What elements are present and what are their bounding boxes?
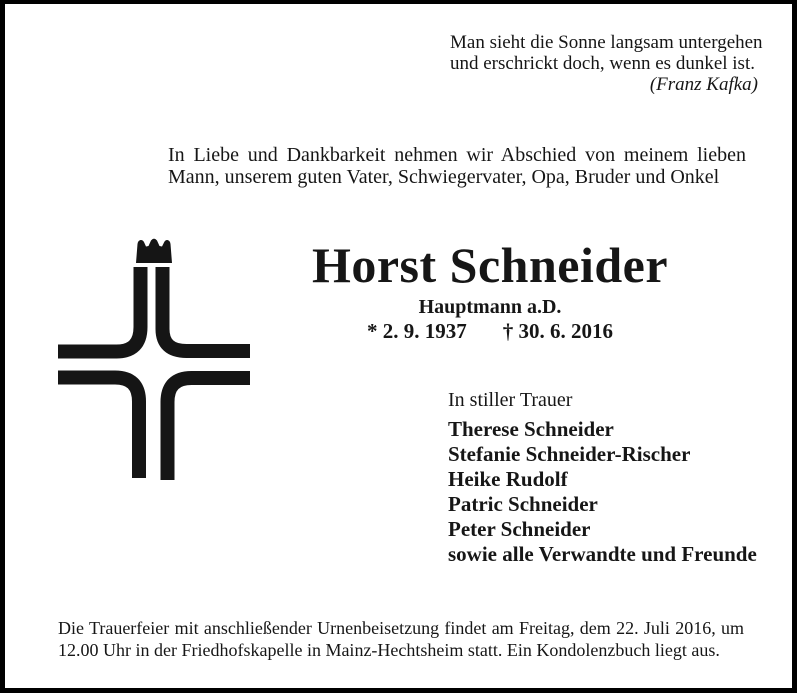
intro-line: Mann, unserem guten Vater, Schwiegervater, Opa, Bruder und Onkel [168,165,720,188]
quote-attribution: (Franz Kafka) [649,73,758,95]
crown-shape [136,239,172,263]
cross-with-crown-icon [56,236,252,482]
cross-svg [56,236,252,482]
cross-arm-top-left [58,267,141,352]
deceased-title: Hauptmann a.D. [418,296,562,318]
funeral-line: 12.00 Uhr in der Friedhofskapelle in Mainz-Hechtsheim statt. Ein Kondolenzbuch liegt aus. [58,639,720,660]
mourner-name: Heike Rudolf [448,467,568,491]
mourning-heading: In stiller Trauer [448,389,573,411]
funeral-details [58,618,744,661]
mourner-name: Therese Schneider [448,417,614,441]
quote-line: und erschrickt doch, wenn es dunkel ist. [450,52,755,74]
quote-line: Man sieht die Sonne langsam untergehen [450,32,763,53]
intro-text [168,145,746,189]
cross-arm-bottom-right [168,378,251,480]
memorial-quote [450,33,766,95]
mourner-name: Patric Schneider [448,492,598,516]
deceased-name: Horst Schneider [311,237,669,293]
mourners-list [448,417,757,567]
mourner-name: Peter Schneider [448,517,591,541]
cross-arm-top-right [163,267,251,351]
mourner-name: sowie alle Verwandte und Freunde [448,542,757,566]
death-date: † 30. 6. 2016 [502,319,613,343]
intro-line: In Liebe und Dankbarkeit nehmen wir Abschied von meinem lieben [168,144,746,166]
cross-arm-bottom-left [58,378,139,479]
birth-date: * 2. 9. 1937 [367,319,467,343]
funeral-line: Die Trauerfeier mit anschließender Urnenbeisetzung findet am Freitag, dem 22. Juli 2016, um [58,618,744,638]
mourner-name: Stefanie Schneider-Rischer [448,442,691,466]
